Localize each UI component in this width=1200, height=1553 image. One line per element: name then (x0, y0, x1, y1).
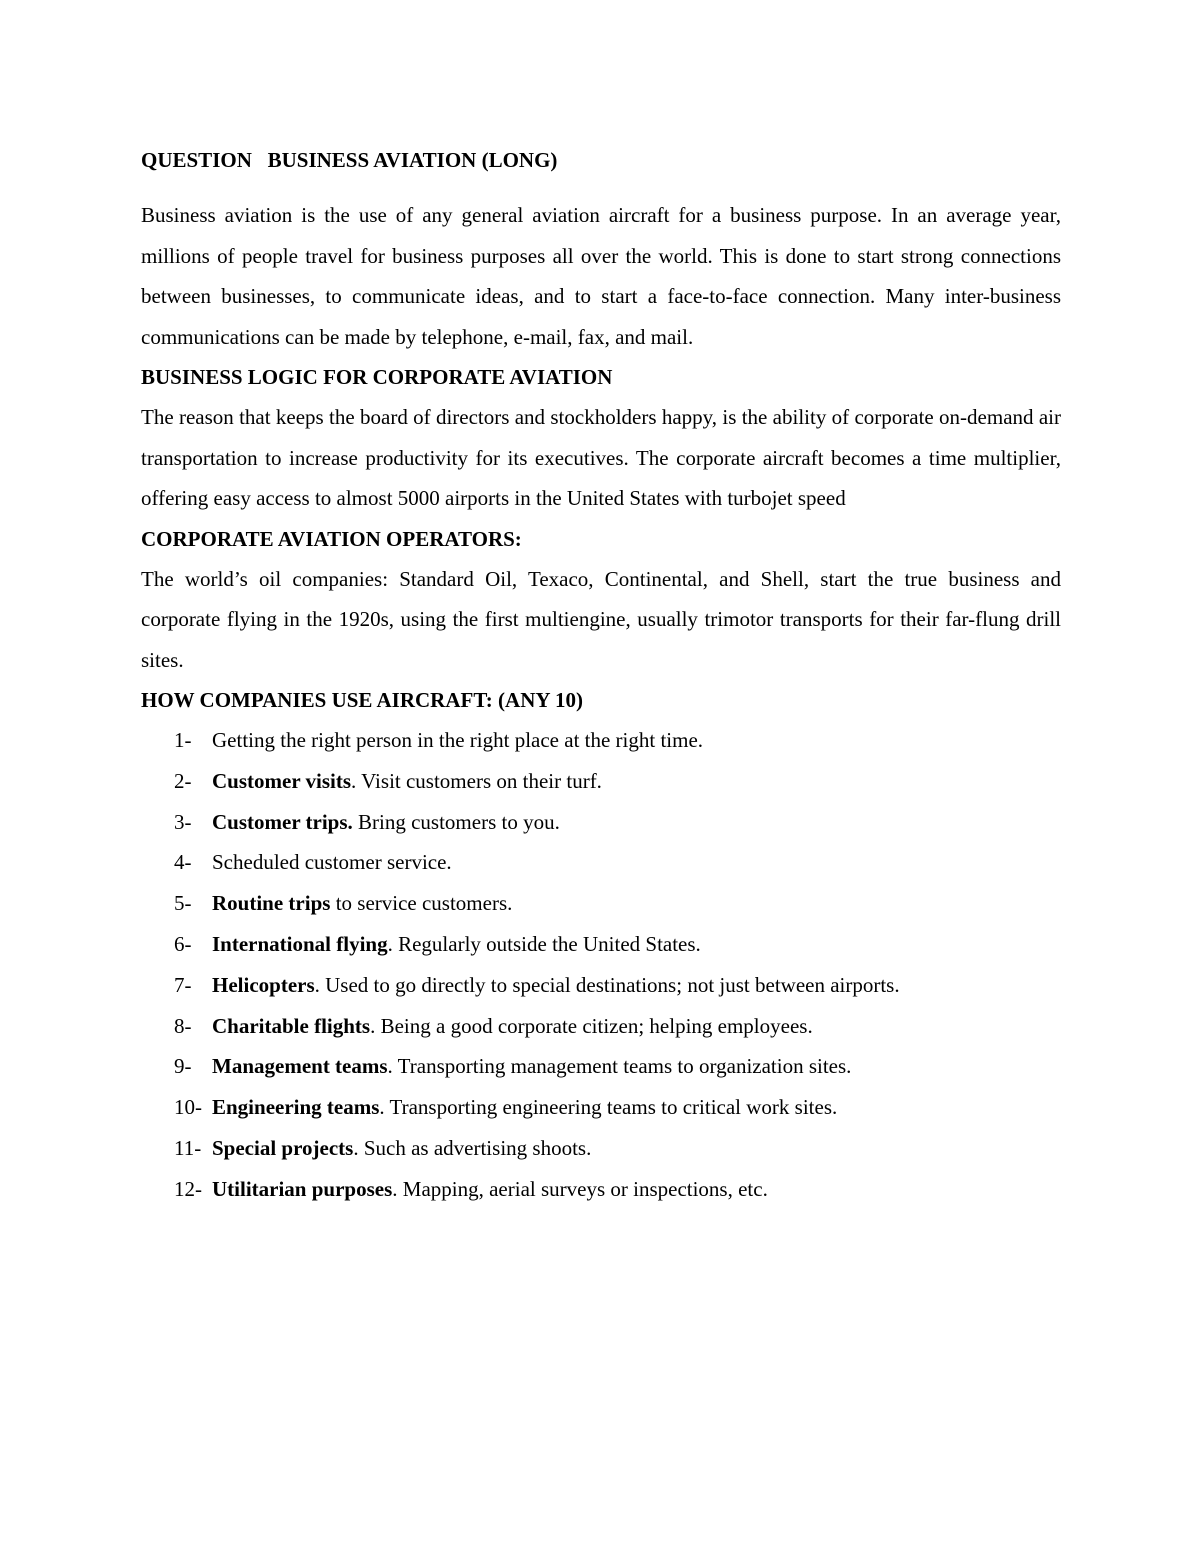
list-item-number: 8- (174, 1013, 192, 1038)
list-item-number: 10- (174, 1095, 202, 1120)
list-item (141, 883, 1061, 924)
list-item-text: . Visit customers on their turf. (351, 768, 602, 793)
list-item-number: 4- (174, 850, 192, 875)
list-item (141, 842, 1061, 883)
list-item-text: . Being a good corporate citizen; helping employees. (370, 1013, 813, 1038)
list-item-number: 11- (174, 1135, 202, 1160)
list-item-bold: Engineering teams (212, 1095, 380, 1120)
list-item (141, 802, 1061, 843)
list-item (141, 720, 1061, 761)
list-item-text: . Regularly outside the United States. (387, 931, 701, 956)
list-item-text: . Transporting engineering teams to critical work sites. (379, 1095, 838, 1120)
list-item-number: 1- (174, 728, 192, 752)
list-item-text: Scheduled customer service. (212, 850, 452, 875)
list-item-number: 5- (174, 891, 192, 916)
list-item-bold: Special projects (212, 1135, 354, 1160)
list-item (141, 965, 1061, 1006)
list-item (141, 1046, 1061, 1087)
list-item (141, 1006, 1061, 1047)
list-item (141, 924, 1061, 965)
list-item-text: . Transporting management teams to organization sites. (387, 1054, 852, 1079)
section-heading-operators: CORPORATE AVIATION OPERATORS: (141, 526, 522, 551)
list-heading: HOW COMPANIES USE AIRCRAFT: (ANY 10) (141, 688, 583, 712)
list-item (141, 1128, 1061, 1169)
list-item (141, 761, 1061, 802)
section-heading-business-logic: BUSINESS LOGIC FOR CORPORATE AVIATION (141, 365, 613, 389)
list-item-number: 12- (174, 1176, 202, 1201)
list-item-text: . Used to go directly to special destinations; not just between airports. (314, 972, 900, 997)
list-item-text: . Mapping, aerial surveys or inspections, etc. (392, 1176, 768, 1201)
list-item (141, 1169, 1061, 1210)
document-title: QUESTION BUSINESS AVIATION (LONG) (141, 148, 558, 172)
section-body-operators: The world’s oil companies: Standard Oil, Texaco, Continental, and Shell, start the true business and corporate flying in the 1920s, using the first multiengine, usually trimotor transports for their far-flung drill sites. (141, 566, 1061, 672)
list-item (141, 1087, 1061, 1128)
list-item-text: Getting the right person in the right place at the right time. (212, 728, 704, 752)
aircraft-uses-list (141, 720, 1061, 1210)
list-item-text: . Such as advertising shoots. (353, 1135, 592, 1160)
list-item-bold: Charitable flights (212, 1013, 371, 1038)
list-item-number: 2- (174, 768, 192, 793)
list-item-bold: Management teams (212, 1054, 388, 1079)
list-item-bold: Routine trips (212, 891, 331, 916)
list-item-bold: Utilitarian purposes (212, 1176, 393, 1201)
list-item-bold: Customer trips. (212, 809, 353, 834)
list-item-bold: Customer visits (212, 768, 352, 793)
list-item-bold: Helicopters (212, 972, 315, 997)
section-body-business-logic: The reason that keeps the board of directors and stockholders happy, is the ability of corporate on-demand air transportation to increase productivity for its executives. The corporate aircraft becomes a time multiplier, offering easy access to almost 5000 airports in the United States with turbojet speed (141, 405, 1061, 510)
intro-paragraph: Business aviation is the use of any general aviation aircraft for a business purpose. In an average year, millions of people travel for business purposes all over the world. This is done to start strong connections between businesses, to communicate ideas, and to start a face-to-face connection. Many inter-business communications can be made by telephone, e-mail, fax, and mail. (141, 203, 1061, 349)
list-item-text: Bring customers to you. (352, 809, 560, 834)
document-page (141, 140, 1061, 1210)
list-item-number: 3- (174, 809, 192, 834)
list-item-bold: International flying (212, 931, 388, 956)
list-item-text: to service customers. (330, 891, 513, 916)
list-item-number: 9- (174, 1054, 192, 1079)
list-item-number: 6- (174, 931, 192, 956)
list-item-number: 7- (174, 972, 192, 997)
